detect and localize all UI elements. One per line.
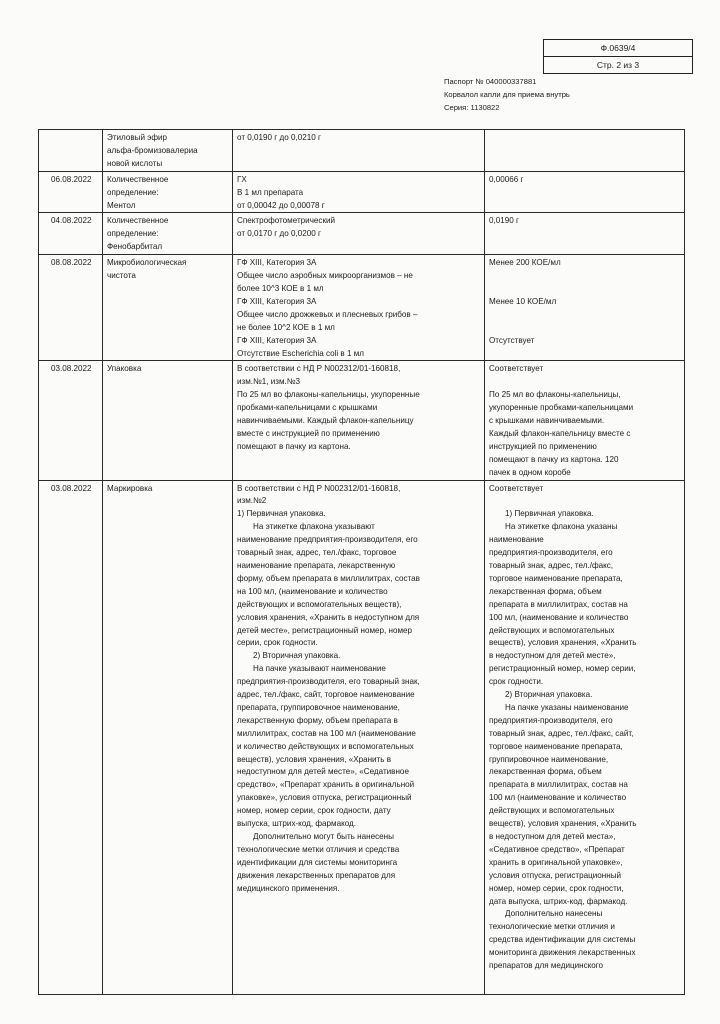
cell-name [103, 361, 233, 480]
norm-line: предприятия-производителя, его товарный знак, [237, 677, 420, 687]
cell-result [485, 213, 685, 255]
result-line: предприятия-производителя, его [489, 715, 613, 725]
result-line: препаратов для медицинского [489, 961, 604, 971]
result-line: технологические метки отличия и [489, 922, 615, 932]
cell-name [103, 213, 233, 255]
passport-header [444, 75, 570, 114]
name-line: Количественное [107, 174, 169, 184]
name-line: Этиловый эфир [107, 133, 168, 142]
norm-line: миллилитрах, состав на 100 мл (наименование [237, 728, 416, 738]
cell-date: 04.08.2022 [39, 213, 103, 255]
test-results-table [38, 129, 685, 995]
norm-line: наименование предприятия-производителя, его [237, 535, 418, 545]
norm-line: 2) Вторичная упаковка. [253, 651, 341, 661]
norm-line: навинчиваемыми. Каждый флакон-капельницу [237, 416, 414, 426]
norm-line: На этикетке флакона указывают [253, 522, 375, 532]
norm-line: медицинского применения. [237, 883, 340, 893]
norm-line: технологические метки отличия и средства [237, 844, 400, 854]
norm-line: ГХ [237, 174, 247, 184]
norm-line: от 0,0170 г до 0,0200 г [237, 229, 321, 239]
norm-line: наименование препарата, лекарственную [237, 560, 396, 570]
result-line: торговое наименование препарата, [489, 741, 623, 751]
norm-line: В 1 мл препарата [237, 187, 304, 197]
result-line: 100 мл, (наименование и количество [489, 612, 629, 622]
result-line: 100 мл (наименование и количество [489, 793, 627, 803]
cell-norm [233, 171, 485, 213]
norm-line: Общее число дрожжевых и плесневых грибов – [237, 309, 418, 319]
result-line [489, 495, 680, 508]
norm-line: В соответствии с НД Р N002312/01-160818, [237, 364, 401, 374]
result-line [489, 309, 680, 322]
result-line: Отсутствует [489, 335, 535, 345]
norm-line: ГФ XIII, Категория 3А [237, 335, 317, 345]
result-line [489, 376, 680, 389]
norm-line: лекарственную форму, объем препарата в [237, 715, 398, 725]
result-line [489, 322, 680, 335]
result-line: Дополнительно нанесены [505, 909, 603, 919]
cell-name [103, 255, 233, 361]
name-line: Ментол [107, 200, 136, 210]
norm-line: пробками-капельницами с крышками [237, 403, 378, 413]
cell-result [485, 480, 685, 994]
norm-line: от 0,00042 до 0,00078 г [237, 200, 325, 210]
norm-line: адрес, тел./факс, сайт, торговое наименование [237, 690, 415, 700]
series-number: Серия: 1130822 [444, 103, 500, 112]
result-line: товарный знак, адрес, тел./факс, сайт, [489, 728, 634, 738]
result-line [489, 283, 680, 296]
result-line: предприятия-производителя, его [489, 548, 613, 558]
norm-line: помещают в пачку из картона. [237, 441, 351, 451]
product-name: Корвалол капли для приема внутрь [444, 90, 570, 99]
result-line: На этикетке флакона указаны [505, 522, 618, 532]
name-line: альфа-бромизовалериа [107, 145, 198, 155]
result-line: препарата в миллилитрах, состав на [489, 780, 628, 790]
norm-line: На пачке указывают наименование [253, 664, 386, 674]
result-line: укупоренные пробками-капельницами [489, 403, 634, 413]
cell-name [103, 480, 233, 994]
name-line: Маркировка [107, 483, 153, 493]
result-line: с крышками навинчиваемыми. [489, 416, 605, 426]
page-number: Стр. 2 из 3 [544, 56, 692, 73]
cell-date [39, 130, 103, 172]
cell-norm [233, 361, 485, 480]
norm-line: серии, срок годности. [237, 638, 318, 648]
norm-line: 1) Первичная упаковка. [237, 509, 326, 519]
result-line: 1) Первичная упаковка. [505, 509, 594, 519]
name-line: новой кислоты [107, 158, 163, 168]
result-line [489, 270, 680, 283]
norm-line: действующих и вспомогательных веществ), [237, 599, 402, 609]
result-line: веществ), условия хранения, «Хранить [489, 819, 637, 829]
table-row [39, 213, 685, 255]
result-line: «Седативное средство», «Препарат [489, 844, 625, 854]
norm-line: от 0,0190 г до 0,0210 г [237, 133, 321, 142]
result-line: товарный знак, адрес, тел./факс, [489, 560, 614, 570]
result-line: помещают в пачку из картона. 120 [489, 454, 619, 464]
result-line: веществ), условия хранения, «Хранить [489, 638, 637, 648]
norm-line: номер, номер серии, срок годности, дату [237, 806, 391, 816]
cell-result [485, 255, 685, 361]
norm-line: условия хранения, «Хранить в недоступном для [237, 612, 420, 622]
result-line: Соответствует [489, 364, 544, 374]
result-line: группировочное наименование, [489, 754, 609, 764]
norm-line: Спектрофотометрический [237, 216, 336, 226]
cell-date: 03.08.2022 [39, 361, 103, 480]
result-line: Менее 200 КОЕ/мл [489, 258, 561, 268]
norm-line: недоступном для детей месте», «Седативное [237, 767, 409, 777]
norm-line: изм.№1, изм.№3 [237, 377, 300, 387]
norm-line: ГФ XIII, Категория 3А [237, 258, 317, 268]
norm-line: не более 10^2 КОЕ в 1 мл [237, 322, 335, 332]
norm-line: ГФ XIII, Категория 3А [237, 296, 317, 306]
cell-norm [233, 213, 485, 255]
result-line: инструкцией по применению [489, 441, 597, 451]
name-line: Упаковка [107, 364, 142, 374]
result-line: препарата в миллилитрах, состав на [489, 599, 628, 609]
result-line: в недоступном для детей места», [489, 832, 616, 841]
cell-result [485, 171, 685, 213]
name-line: Микробиологическая [107, 258, 187, 268]
norm-line: форму, объем препарата в миллилитрах, состав [237, 573, 420, 583]
cell-result [485, 361, 685, 480]
name-line: определение: [107, 187, 159, 197]
result-line: срок годности. [489, 677, 544, 687]
table-row [39, 480, 685, 994]
result-line: Соответствует [489, 483, 544, 493]
result-line: действующих и вспомогательных [489, 625, 615, 635]
cell-date: 06.08.2022 [39, 171, 103, 213]
norm-line: препарата, группировочное наименование, [237, 702, 400, 712]
result-line: наименование [489, 535, 544, 545]
result-line: дата выпуска, штрих-код, фармакод. [489, 896, 628, 906]
cell-name [103, 171, 233, 213]
cell-date: 08.08.2022 [39, 255, 103, 361]
table-row [39, 361, 685, 480]
norm-line: По 25 мл во флаконы-капельницы, укупоренные [237, 390, 420, 400]
result-line: регистрационный номер, номер серии, [489, 664, 636, 674]
result-line: лекарственная форма, объем [489, 767, 602, 777]
name-line: определение: [107, 229, 159, 239]
norm-line: товарный знак, адрес, тел./факс, торговое [237, 548, 397, 558]
norm-line: Отсутствие Escherichia coli в 1 мл [237, 348, 365, 358]
cell-norm [233, 255, 485, 361]
result-line: средства идентификации для системы [489, 935, 636, 945]
name-line: чистота [107, 271, 136, 281]
result-line: мониторинга движения лекарственных [489, 948, 636, 958]
norm-line: на 100 мл, (наименование и количество [237, 586, 388, 596]
result-line: хранить в оригинальной упаковке», [489, 857, 623, 867]
table-row [39, 171, 685, 213]
result-line: 2) Вторичная упаковка. [505, 690, 593, 700]
norm-line: движения лекарственных препаратов для [237, 870, 396, 880]
norm-line: выпуска, штрих-код, фармакод. [237, 819, 357, 829]
form-code-box [543, 39, 693, 74]
norm-line: изм.№2 [237, 496, 267, 506]
result-line: 0,0190 г [489, 216, 519, 226]
result-line: пачек в одном коробе [489, 467, 571, 477]
table-row [39, 255, 685, 361]
cell-name [103, 130, 233, 172]
result-line: По 25 мл во флаконы-капельницы, [489, 390, 621, 400]
result-line: действующих и вспомогательных [489, 806, 615, 816]
result-line: Менее 10 КОЕ/мл [489, 296, 557, 306]
name-line: Количественное [107, 216, 169, 226]
norm-line: веществ), условия хранения, «Хранить в [237, 754, 392, 764]
norm-line: более 10^3 КОЕ в 1 мл [237, 283, 324, 293]
cell-date: 03.08.2022 [39, 480, 103, 994]
cell-result [485, 130, 685, 172]
norm-line: вместе с инструкцией по применению [237, 428, 380, 438]
name-line: Фенобарбитал [107, 242, 163, 252]
result-line: номер, номер серии, срок годности, [489, 883, 624, 893]
norm-line: и количество действующих и вспомогательных [237, 741, 414, 751]
norm-line: В соответствии с НД Р N002312/01-160818, [237, 483, 401, 493]
cell-norm [233, 480, 485, 994]
result-line: в недоступном для детей месте», [489, 651, 616, 661]
norm-line: упаковке», условия отпуска, регистрационный [237, 793, 412, 803]
result-line: торговое наименование препарата, [489, 573, 623, 583]
norm-line: средство», «Препарат хранить в оригинальной [237, 780, 415, 790]
result-line: Каждый флакон-капельницу вместе с [489, 428, 631, 438]
norm-line: детей месте», регистрационный номер, номер [237, 625, 413, 635]
norm-line: идентификации для системы мониторинга [237, 857, 398, 867]
result-line: На пачке указаны наименование [505, 702, 629, 712]
norm-line: Общее число аэробных микроорганизмов – не [237, 271, 413, 281]
result-line: лекарственная форма, объем [489, 586, 602, 596]
table-row [39, 130, 685, 172]
result-line: условия отпуска, регистрационный [489, 870, 622, 880]
form-code: Ф.0639/4 [600, 43, 636, 53]
passport-number: Паспорт № 040000337881 [444, 77, 537, 86]
cell-norm [233, 130, 485, 172]
result-line: 0,00066 г [489, 174, 524, 184]
norm-line: Дополнительно могут быть нанесены [253, 832, 394, 842]
